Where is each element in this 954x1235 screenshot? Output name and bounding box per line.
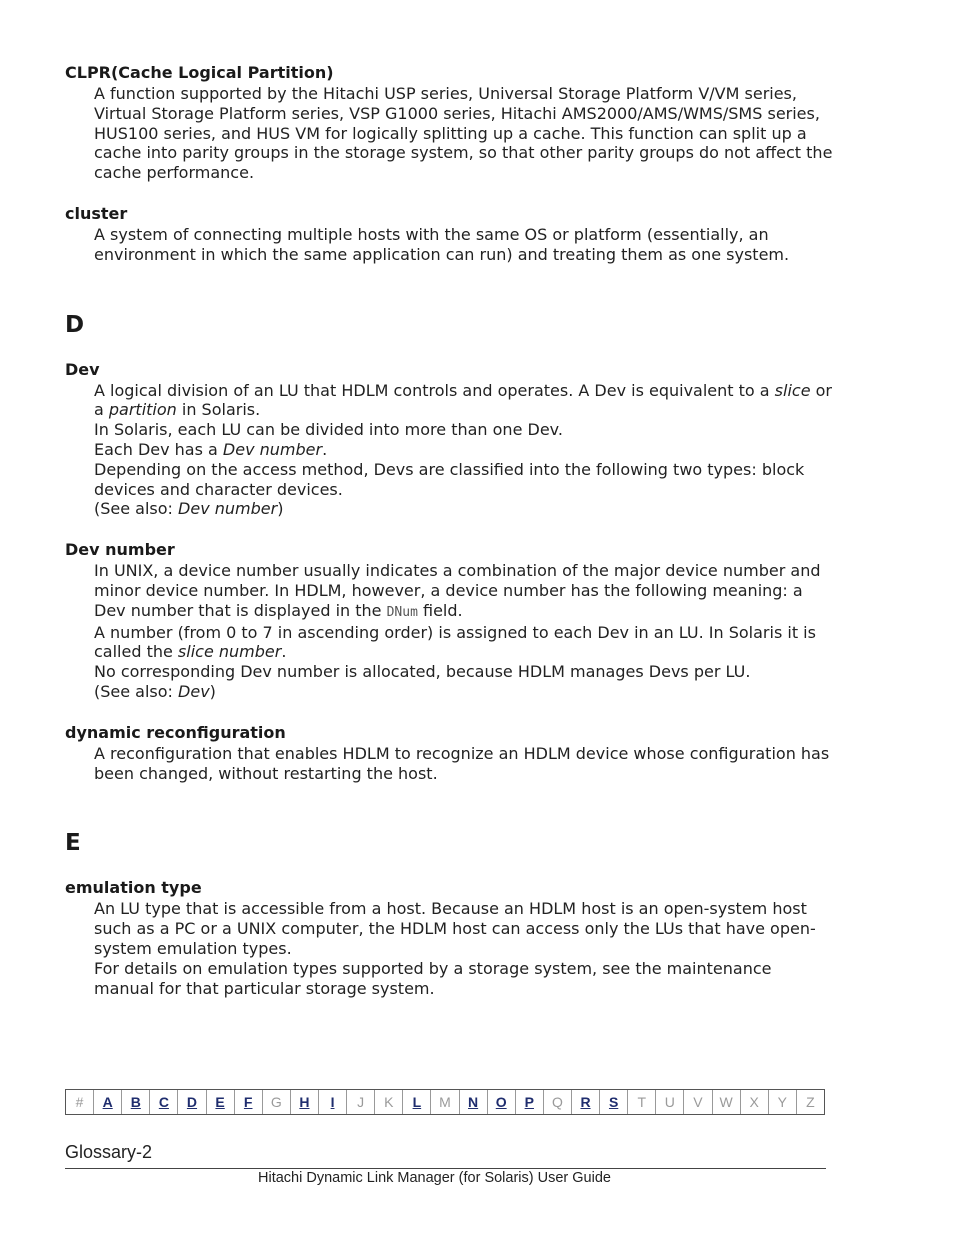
glossary-entry-dev xyxy=(65,359,835,520)
text-run: Each Dev has a xyxy=(94,439,223,459)
italic-term: slice number xyxy=(177,642,282,662)
glossary-entry-dev-number xyxy=(65,539,835,702)
see-also xyxy=(94,682,835,702)
alpha-index-s[interactable]: S xyxy=(599,1090,627,1114)
term-dev: Dev xyxy=(65,359,100,379)
text-run: in Solaris. xyxy=(176,400,261,420)
alpha-index-g: G xyxy=(262,1090,290,1114)
alpha-index-k: K xyxy=(374,1090,402,1114)
text-run: (See also: xyxy=(94,681,179,701)
code-text: DNum xyxy=(386,604,418,620)
definition-text: A reconfiguration that enables HDLM to recognize an HDLM device whose configuration has been changed, without restarting the host. xyxy=(94,743,830,783)
definition-line: An LU type that is accessible from a host. Because an HDLM host is an open-system host such as a PC or a UNIX computer, the HDLM host can access only the LUs that have open-system emulation types. xyxy=(94,899,816,958)
italic-term: slice xyxy=(774,380,811,400)
page-number-label: Glossary-2 xyxy=(65,1142,153,1162)
footer-divider xyxy=(65,1168,826,1169)
definition-dev xyxy=(94,381,835,520)
definition-dynamic-reconfiguration xyxy=(94,744,835,784)
text-run: or a xyxy=(94,380,832,420)
alpha-index-m: M xyxy=(430,1090,458,1114)
alpha-index-f[interactable]: F xyxy=(234,1090,262,1114)
see-also xyxy=(94,499,835,519)
italic-term: partition xyxy=(108,400,177,420)
alpha-index-j: J xyxy=(346,1090,374,1114)
text-run: A logical division of an LU that HDLM controls and operates. A Dev is equivalent to a xyxy=(94,380,775,400)
definition-text: A system of connecting multiple hosts with the same OS or platform (essentially, an environment in which the same application can run) and treating them as one system. xyxy=(94,224,790,264)
alpha-index-l[interactable]: L xyxy=(402,1090,430,1114)
alpha-index-z: Z xyxy=(796,1090,824,1114)
alpha-index-c[interactable]: C xyxy=(149,1090,177,1114)
text-run: A number (from 0 to 7 in ascending order) is assigned to each Dev in an LU. In Solaris it is called the xyxy=(94,622,816,662)
alpha-index-hash: # xyxy=(75,1094,84,1110)
text-run: field. xyxy=(417,600,463,620)
term-dev-number: Dev number xyxy=(65,540,175,560)
section-letter-d: D xyxy=(65,311,85,338)
definition-line xyxy=(94,440,835,460)
glossary-content xyxy=(65,62,835,1018)
definition-line: For details on emulation types supported by a storage system, see the maintenance manual for that particular storage system. xyxy=(94,958,772,998)
term-clpr: CLPR(Cache Logical Partition) xyxy=(65,63,334,82)
alpha-index-e[interactable]: E xyxy=(206,1090,234,1114)
text-run: . xyxy=(281,642,287,662)
term-dynamic-reconfiguration: dynamic reconfiguration xyxy=(65,722,286,742)
definition-line xyxy=(94,561,835,622)
alphabet-index xyxy=(65,1089,825,1115)
text-run: In UNIX, a device number usually indicates a combination of the major device number and minor device number. In HDLM, however, a device number has the following meaning: a Dev number that is displayed in the xyxy=(94,561,821,620)
text-run: ) xyxy=(209,681,216,701)
glossary-entry-emulation-type xyxy=(65,877,835,998)
alpha-index-p[interactable]: P xyxy=(515,1090,543,1114)
text-run: (See also: xyxy=(94,499,179,519)
definition-text: A function supported by the Hitachi USP series, Universal Storage Platform V/VM series, Virtual Storage Platform series, VSP G1000 series, Hitachi AMS2000/AMS/WMS/SMS series, HUS100 series, and HUS VM for logically splitting up a cache. This function can split up a cache into parity groups in the storage system, so that other parity groups do not affect the cache performance. xyxy=(94,84,833,183)
alpha-index-h[interactable]: H xyxy=(290,1090,318,1114)
alpha-index-w: W xyxy=(712,1090,740,1114)
see-also-link[interactable]: Dev xyxy=(178,681,210,701)
alpha-index-x: X xyxy=(740,1090,768,1114)
term-emulation-type: emulation type xyxy=(65,878,202,898)
definition-line: No corresponding Dev number is allocated, because HDLM manages Devs per LU. xyxy=(94,662,751,682)
section-letter-e: E xyxy=(65,830,81,857)
glossary-entry-clpr xyxy=(65,62,835,183)
document-title: Hitachi Dynamic Link Manager (for Solaris) User Guide xyxy=(258,1170,611,1186)
definition-dev-number xyxy=(94,561,835,702)
alpha-index-q: Q xyxy=(543,1090,571,1114)
definition-clpr xyxy=(94,84,835,183)
definition-line xyxy=(94,381,835,421)
alpha-index-v: V xyxy=(683,1090,711,1114)
alpha-index-u: U xyxy=(655,1090,683,1114)
definition-line: In Solaris, each LU can be divided into more than one Dev. xyxy=(94,420,563,440)
alpha-index-y: Y xyxy=(768,1090,796,1114)
alpha-index-r[interactable]: R xyxy=(571,1090,599,1114)
text-run: ) xyxy=(277,499,284,519)
definition-cluster xyxy=(94,225,835,265)
definition-line xyxy=(94,623,835,663)
alpha-index-a[interactable]: A xyxy=(93,1090,121,1114)
text-run: . xyxy=(322,439,328,459)
alpha-index-t: T xyxy=(627,1090,655,1114)
glossary-entry-dynamic-reconfiguration xyxy=(65,722,835,784)
see-also-link[interactable]: Dev number xyxy=(178,499,278,519)
alpha-index-o[interactable]: O xyxy=(487,1090,515,1114)
alpha-index-b[interactable]: B xyxy=(121,1090,149,1114)
italic-term: Dev number xyxy=(222,439,323,459)
alpha-index-d[interactable]: D xyxy=(177,1090,205,1114)
definition-line: Depending on the access method, Devs are classified into the following two types: block devices and character devices. xyxy=(94,459,805,499)
glossary-entry-cluster xyxy=(65,203,835,265)
alpha-index-n[interactable]: N xyxy=(459,1090,487,1114)
term-cluster: cluster xyxy=(65,203,128,223)
alpha-index-i[interactable]: I xyxy=(318,1090,346,1114)
definition-emulation-type xyxy=(94,899,835,998)
